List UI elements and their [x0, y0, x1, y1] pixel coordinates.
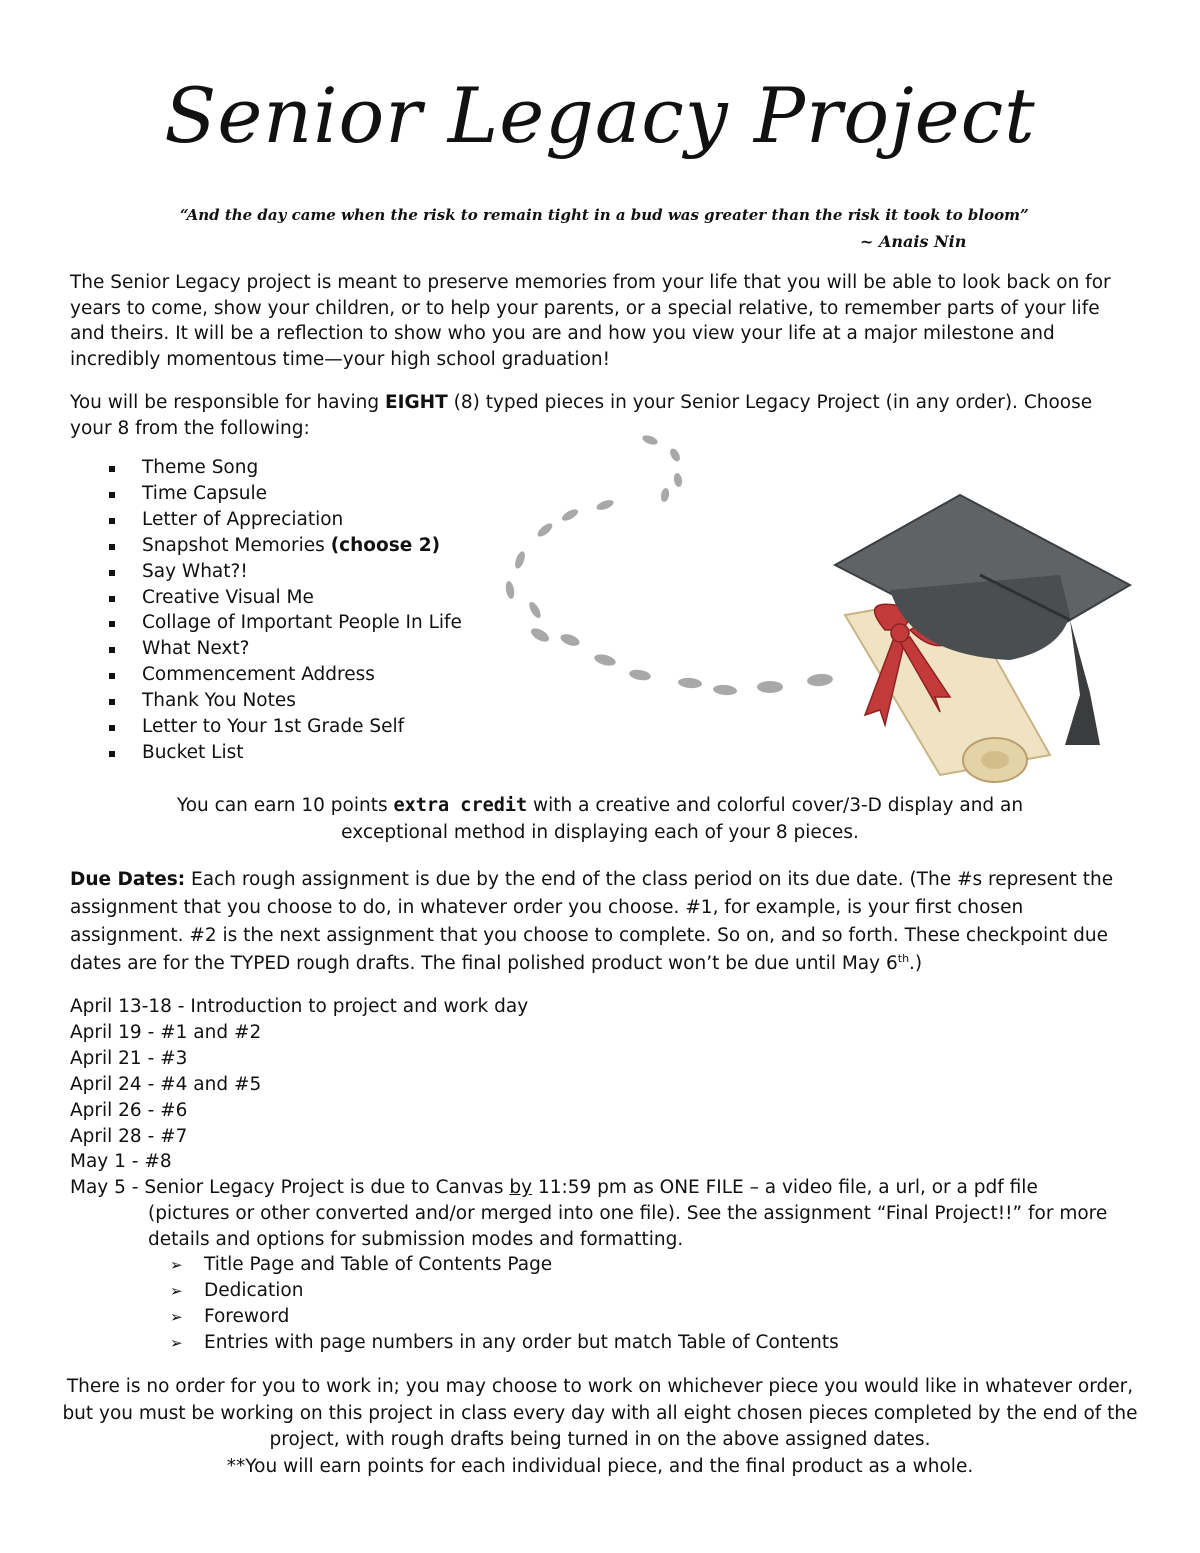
final-due-row [70, 1175, 1150, 1201]
final-due-end: 11:59 pm as ONE FILE – a video file, a url, or a pdf file [532, 1177, 1038, 1199]
schedule-row: April 28 - #7 [70, 1125, 188, 1147]
due-dates-text: Each rough assignment is due by the end of the class period on its due date. (The #s represent the assignment that you choose to do, in whatever order you choose. #1, for example, is your first chosen assignment. #2 is the next assignment that you choose to complete. So on, and so forth. These checkpoint due dates are for the TYPED rough drafts. The final polished product won’t be due until May 6 [70, 869, 1114, 974]
footprints-icon [504, 434, 833, 697]
schedule-row: April 21 - #3 [70, 1047, 188, 1069]
bullet-icon [109, 596, 115, 602]
choice-note: (choose 2) [330, 534, 441, 556]
graduation-illustration [490, 425, 1150, 785]
schedule-row: April 19 - #1 and #2 [70, 1021, 262, 1043]
list-item [70, 662, 462, 688]
page-title: Senior Legacy Project [164, 71, 1036, 160]
bullet-icon [109, 699, 115, 705]
bullet-icon [109, 673, 115, 679]
bullet-icon [109, 751, 115, 757]
arrow-bullet-icon: ➢ [170, 1256, 183, 1274]
requirement-count: EIGHT [384, 392, 448, 413]
list-item [70, 559, 462, 585]
bullet-icon [109, 725, 115, 731]
arrow-bullet-icon: ➢ [170, 1282, 183, 1300]
closing-note: **You will earn points for each individual piece, and the final product as a whole. [226, 1455, 974, 1477]
list-item [70, 688, 462, 714]
choices-list [70, 455, 462, 766]
list-item [170, 1330, 839, 1356]
list-item [70, 455, 462, 481]
final-due-continuation: (pictures or other converted and/or merged into one file). See the assignment “Final Project!!” for more details and options for submission modes and formatting. [148, 1203, 1108, 1251]
extra-credit-note [150, 792, 1050, 846]
component-label: Title Page and Table of Contents Page [204, 1254, 553, 1275]
closing-text: There is no order for you to work in; you may choose to work on whichever piece you would like in whatever order, but you must be working on this project in class every day with all eight chosen pieces completed by the end of the project, with rough drafts being turned in on the above assigned dates. [62, 1376, 1138, 1450]
list-item [70, 533, 462, 559]
list-item [70, 714, 462, 740]
requirement-text-start: You will be responsible for having [70, 392, 385, 413]
extra-credit-emphasis: extra credit [393, 795, 528, 816]
list-item [70, 740, 462, 766]
due-dates-paragraph [70, 866, 1130, 978]
requirement-text-end: (8) typed pieces in your Senior Legacy Project (in any order). Choose your 8 from the following: [70, 392, 1093, 439]
arrow-bullet-icon: ➢ [170, 1334, 183, 1352]
bullet-icon [109, 544, 115, 550]
list-item [170, 1304, 839, 1330]
choice-label: Time Capsule [142, 482, 268, 504]
due-dates-label: Due Dates: [70, 869, 186, 890]
extra-credit-text-start: You can earn 10 points [176, 795, 394, 816]
list-item [170, 1278, 839, 1304]
bullet-icon [109, 466, 115, 472]
quote-author: ~ Anais Nin [860, 232, 967, 251]
closing-paragraph [60, 1374, 1140, 1480]
choice-label: Collage of Important People In Life [142, 612, 462, 634]
choice-label: What Next? [142, 638, 250, 660]
due-dates-superscript: th [897, 951, 910, 965]
choice-label: Say What?! [142, 560, 248, 582]
bullet-icon [109, 621, 115, 627]
component-label: Dedication [204, 1280, 304, 1301]
intro-paragraph: The Senior Legacy project is meant to preserve memories from your life that you will be able to look back on for years to come, show your children, or to help your parents, or a special relative, to remember parts of your life and theirs. It will be a reflection to show who you are and how you view your life at a major milestone and incredibly momentous time—your high school graduation! [70, 272, 1111, 370]
extra-credit-text-end: with a creative and colorful cover/3-D display and an exceptional method in displaying each of your 8 pieces. [341, 795, 1024, 843]
choice-label: Thank You Notes [142, 690, 296, 712]
list-item [70, 507, 462, 533]
bullet-icon [109, 647, 115, 653]
choice-label: Letter of Appreciation [142, 508, 344, 530]
components-list [170, 1252, 839, 1356]
list-item [170, 1252, 839, 1278]
list-item [70, 636, 462, 662]
choice-label: Snapshot Memories [142, 534, 325, 556]
bullet-icon [109, 518, 115, 524]
component-label: Foreword [204, 1306, 290, 1327]
choice-label: Bucket List [142, 741, 244, 763]
choice-label: Theme Song [142, 457, 259, 478]
schedule-row: May 1 - #8 [70, 1151, 172, 1173]
choice-label: Commencement Address [142, 664, 375, 686]
bullet-icon [109, 492, 115, 498]
arrow-bullet-icon: ➢ [170, 1308, 183, 1326]
list-item [70, 610, 462, 636]
list-item [70, 481, 462, 507]
component-label: Entries with page numbers in any order but match Table of Contents [204, 1332, 839, 1353]
schedule-row: April 26 - #6 [70, 1099, 188, 1121]
schedule-row: April 13-18 - Introduction to project and work day [70, 996, 529, 1017]
choice-label: Letter to Your 1st Grade Self [142, 716, 405, 738]
schedule-list [70, 994, 1150, 1253]
due-dates-end: .) [909, 953, 923, 974]
final-due-start: May 5 - Senior Legacy Project is due to Canvas [70, 1177, 510, 1199]
quote: “And the day came when the risk to remain tight in a bud was greater than the risk it took to bloom” [180, 206, 1029, 224]
schedule-row: April 24 - #4 and #5 [70, 1073, 262, 1095]
final-due-underlined: by [509, 1177, 533, 1199]
choice-label: Creative Visual Me [142, 586, 314, 608]
list-item [70, 585, 462, 611]
bullet-icon [109, 570, 115, 576]
